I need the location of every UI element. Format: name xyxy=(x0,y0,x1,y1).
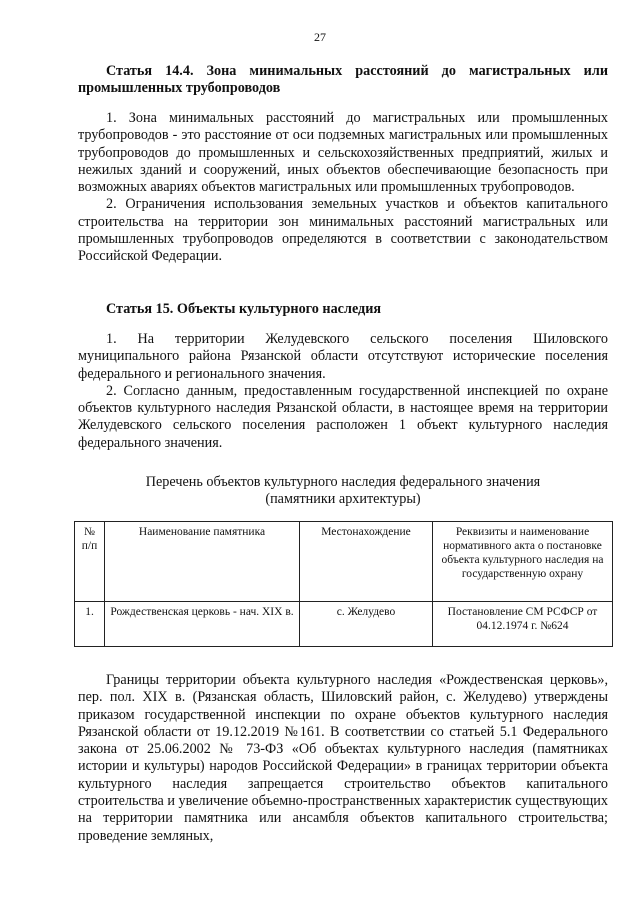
table-header-cell: Реквизиты и наименование нормативного акта о постановке объекта культурного наследия на государственную охрану xyxy=(433,522,613,602)
monuments-table xyxy=(74,521,613,647)
article-14-4-body xyxy=(78,110,608,266)
article-14-4-heading: Статья 14.4. Зона минимальных расстояний до магистральных или промышленных трубопроводов xyxy=(78,63,608,97)
closing-section xyxy=(78,672,608,845)
article-15-paragraph-1: 1. На территории Желудевского сельского поселения Шиловского муниципального района Рязанской области отсутствуют исторические поселения федерального и регионального значения. xyxy=(78,331,608,382)
table-cell: Постановление СМ РСФСР от 04.12.1974 г. №624 xyxy=(433,602,613,647)
table-cell: Рождественская церковь - нач. XIX в. xyxy=(105,602,300,647)
table-cell: с. Желудево xyxy=(300,602,433,647)
article-15-heading: Статья 15. Объекты культурного наследия xyxy=(106,301,382,317)
list-caption-line-1: Перечень объектов культурного наследия федерального значения xyxy=(145,474,541,490)
list-caption-line-2: (памятники архитектуры) xyxy=(265,491,421,508)
article-15-paragraph-2: 2. Согласно данным, предоставленным государственной инспекцией по охране объектов культурного наследия Рязанской области, в настоящее время на территории Желудевского сельского поселения расположен 1 объект культурного наследия федерального значения. xyxy=(78,382,608,451)
table-cell: 1. xyxy=(75,602,105,647)
article-14-4-section xyxy=(78,63,608,98)
closing-paragraph: Границы территории объекта культурного наследия «Рождественская церковь», пер. пол. XIX в. (Рязанская область, Шиловский район, с. Желудево) утверждены приказом государственной инспекции по охране объектов культурного наследия Рязанской области от 19.12.2019 №161. В соответствии со статьей 5.1 Федерального закона от 25.06.2002 № 73-ФЗ «Об объектах культурного наследия (памятниках истории и культуры) народов Российской Федерации» в границах территории объекта культурного наследия запрещается строительство объектов капитального строительства и увеличение объемно-пространственных характеристик существующих на территории памятника или ансамбля объектов капитального строительства; проведение земляных, xyxy=(78,672,608,844)
table-header-cell: Местонахождение xyxy=(300,522,433,602)
article-15-section xyxy=(78,301,608,318)
table-row xyxy=(75,602,613,647)
list-caption xyxy=(78,474,608,509)
article-14-4-paragraph-2: 2. Ограничения использования земельных участков и объектов капитального строительства на территории зон минимальных расстояний магистральных или промышленных трубопроводов определяются в соответствии с законодательством Российской Федерации. xyxy=(78,196,608,265)
article-14-4-paragraph-1: 1. Зона минимальных расстояний до магистральных или промышленных трубопроводов - это расстояние от оси подземных магистральных или промышленных трубопроводов до промышленных и сельскохозяйственных предприятий, жилых и нежилых зданий и сооружений, иных объектов обеспечивающие безопасность при возможных авариях объектов магистральных или промышленных трубопроводов. xyxy=(78,110,608,196)
table-header-row xyxy=(75,522,613,602)
table-header-cell: Наименование памятника xyxy=(105,522,300,602)
page-number: 27 xyxy=(314,30,326,44)
article-15-body xyxy=(78,331,608,452)
table-header-cell: № п/п xyxy=(75,522,105,602)
